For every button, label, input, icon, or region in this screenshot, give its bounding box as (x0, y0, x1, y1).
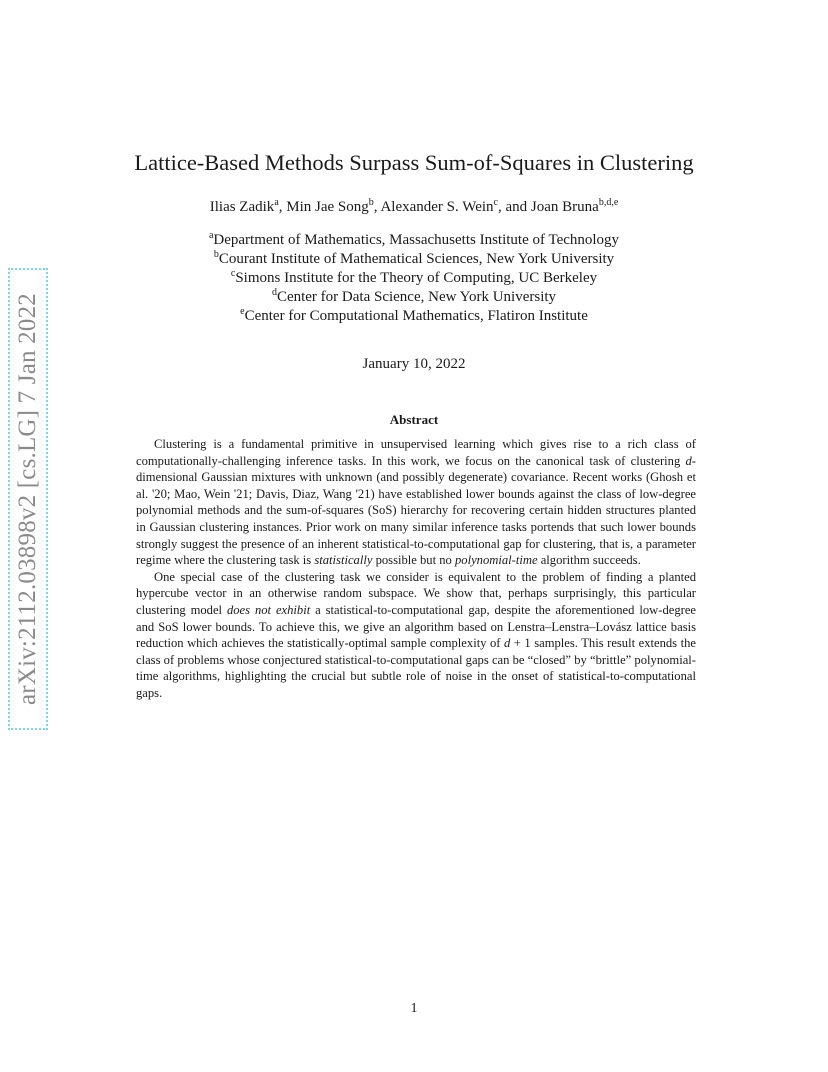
paper-title: Lattice-Based Methods Surpass Sum-of-Squares in Clustering (134, 150, 694, 175)
affiliation: $^e$Center for Computational Mathematics, Flatiron Institute (240, 306, 588, 324)
paper-date: January 10, 2022 (362, 356, 466, 372)
abstract-paragraph: One special case of the clustering task we consider is equivalent to the problem of finding a planted hypercube vector in an otherwise random subspace. We show that, perhaps surprisingly, this particular clustering model does not exhibit a statistical-to-computational gap, despite the aforementioned low-degree and SoS lower bounds. To achieve this, we give an algorithm based on Lenstra–Lenstra–Lovász lattice basis reduction which achieves the statistically-optimal sample complexity of d + 1 samples. This result extends the class of problems whose conjectured statistical-to-computational gaps can be “closed” by “brittle” polynomial-time algorithms, highlighting the crucial but subtle role of noise in the onset of statistical-to-computational gaps. (136, 569, 696, 700)
affiliation: $^a$Department of Mathematics, Massachusetts Institute of Technology (208, 230, 620, 248)
abstract-paragraph: Clustering is a fundamental primitive in unsupervised learning which gives rise to a rich class of computationally-challenging inference tasks. In this work, we focus on the canonical task of clustering d-dimensional Gaussian mixtures with unknown (and possibly degenerate) covariance. Recent works (Ghosh et al. '20; Mao, Wein '21; Davis, Diaz, Wang '21) have established lower bounds against the class of low-degree polynomial methods and the sum-of-squares (SoS) hierarchy for recovering certain hidden structures planted in Gaussian clustering instances. Prior work on many similar inference tasks portends that such lower bounds strongly suggest the presence of an inherent statistical-to-computational gap for clustering, that is, a parameter regime where the clustering task is statistically possible but no polynomial-time algorithm succeeds. (136, 437, 696, 568)
affiliation: $^d$Center for Data Science, New York University (271, 287, 557, 305)
author: Joan Bruna$^{b,d,e}$ (530, 197, 619, 215)
affiliation: $^b$Courant Institute of Mathematical Sciences, New York University (213, 249, 615, 267)
abstract-heading: Abstract (389, 412, 439, 427)
affiliation: $^c$Simons Institute for the Theory of Computing, UC Berkeley (230, 268, 598, 286)
author: Alexander S. Wein$^c$ (380, 197, 498, 215)
author: Min Jae Song$^b$ (286, 197, 374, 215)
author: Ilias Zadik$^a$ (209, 197, 279, 215)
arxiv-identifier: arXiv:2112.03898v2 [cs.LG] 7 Jan 2022 (14, 293, 41, 705)
abstract-body (136, 436, 696, 702)
affiliations (0, 231, 828, 326)
author-list: Ilias Zadik$^a$, Min Jae Song$^b$, Alexander S. Wein$^c$, and Joan Bruna$^{b,d,e}$ (209, 197, 619, 215)
page-number: 1 (410, 1001, 418, 1016)
arxiv-stamp (8, 268, 48, 730)
